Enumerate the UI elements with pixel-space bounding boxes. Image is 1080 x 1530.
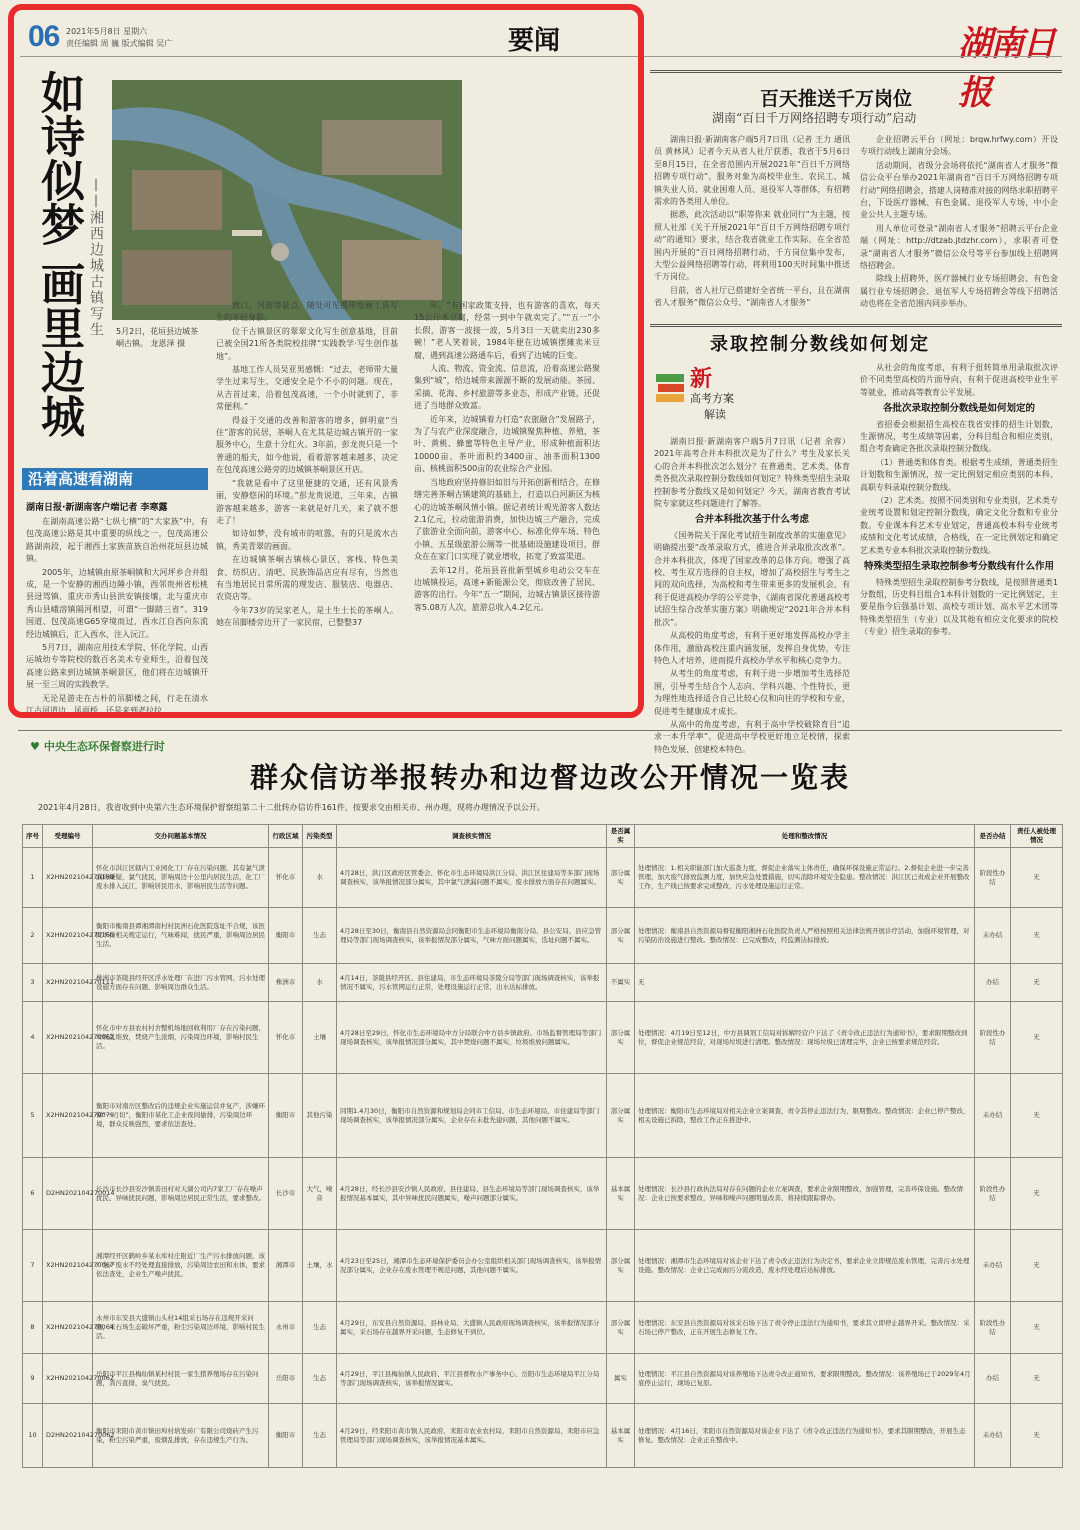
- paragraph: 人流、物流、资金流、信息流，沿着高速公路聚集到“城”，给边城带来源源不断的发展动能。茶园、采摘、花海、乡村旅游等多业态，形成产业链，还促进了当地群众致富。: [414, 364, 600, 411]
- table-cell-no: 1: [23, 848, 43, 908]
- paragraph: 无论是游走在古朴的吊脚楼之间，行走在清水江古河道边、风雨桥，还是来到老拉拉: [26, 693, 208, 716]
- paragraph: 近年来，边城镇着力打造“农旅融合”发展路子，为了与农产业深度融合，边城镇聚焦种植、养殖，茶叶、黄桃、蜂蜜等特色主导产业，形成种植面积达10000亩、茶叶面积约3400亩、油茶面积1300亩、核桃面积500亩的农业综合产业园。: [414, 414, 600, 474]
- table-cell-person: 无: [1011, 1002, 1063, 1074]
- new-exam-badge: [654, 366, 782, 432]
- table-cell-done: 未办结: [975, 1074, 1011, 1158]
- table-row: [23, 964, 1063, 1002]
- table-cell-check: 4月29日，东安县自然资源局、县林业局、大盛镇人民政府现场调查核实，该举报情况部分属实，采石场存在越界开采问题，生态修复不到位。: [337, 1302, 607, 1354]
- paragraph: 当地政府坚持修旧如旧与开拓创新相结合，在修缮完善茶峒古镇建筑的基础上，打造以白河新区为核心的边城茶峒风情小镇。据记者统计观光游客人数达2.1亿元，拉动旅游消费，加快边城三产融合，完成了旅游业全面向前，游客中心、标准化停车场、特色小镇、五星级旅游公厕等一批基础设施建设项目，群众在在家门口实现了就业增收，拓宽了致富渠道。: [414, 477, 600, 562]
- table-cell-issue: 长沙市长沙县安沙镇善田村对天湖公司内7家工厂存在噪声扰民、异味扰民问题，影响周边居民正常生活，要求整改。: [93, 1158, 269, 1230]
- table-cell-handle: 处理情况：1.相关职能部门加大巡查力度，督促企业落实主体责任，确保环保设施正常运行。2.督促企业进一步完善管理，加大废气排放监测力度，加快应急处置措施，切实消除环境安全隐患。整改情况：洪江区已责成企业开展整改工作，生产线已按要求完成整改，污水处理设施运行正常。: [635, 848, 975, 908]
- paragraph: 特殊类型招生录取控制参考分数线，是按照普通类1分数组，历史科目组合1本科计划数的一定比例划定，主要是指今后强基计划、高校专项计划、高水平艺术团等特殊类型招生（专业）以及其他有相应文化要求的院校（专业）招生录取的参考。: [860, 577, 1058, 637]
- page-meta: [66, 26, 172, 50]
- paragraph: 年。“有国家政策支持，也有游客的喜欢，每天15公斤米豆腐，经常一到中午就卖完了。”“五一”小长假，游客一波接一波，5月3日一天就卖出230多碗！”老人笑着说，1984年便在边城镇摆摊卖米豆腐，遇到高速公路通车后，看到了边城的巨变。: [414, 301, 600, 360]
- paragraph: 渡口、河街等景点，随处可见携带绘画工具写生的年轻身影。: [216, 301, 398, 323]
- col-header: 是否属实: [607, 825, 635, 848]
- table-title: 群众信访举报转办和边督边改公开情况一览表: [250, 761, 851, 794]
- table-cell-no: 2: [23, 908, 43, 964]
- paragraph: 从高校的角度考虑，有利于更好地发挥高校办学主体作用，激励高校注重内涵发展，发挥自身优势，专注特色人才培养，进而提升高校办学水平和核心竞争力。: [654, 631, 850, 665]
- table-cell-handle: 处理情况：衡南县自然资源局督促衡阳湘洲石化医院负责人严格按照相关法律法规开展诊疗活动，加强环境管理，对污染防治设施进行整改。整改情况：已完成整改，经监测达标排放。: [635, 908, 975, 964]
- table-cell-done: 阶段性办结: [975, 1302, 1011, 1354]
- table-cell-area: 长沙市: [269, 1158, 303, 1230]
- table-cell-check: 4月23日至25日，湘潭市生态环境保护委员会办公室组织相关部门现场调查核实，该举报情况部分属实，企业存在废水管理不规范问题，其他问题不属实。: [337, 1230, 607, 1302]
- paragraph: 湖南日报·新湖南客户端5月7日讯（记者 王力 通讯员 黄林风）记者今天从省人社厅获悉，我省于5月6日至8月15日，在全省范围内开展2021年“百日千万网络招聘专项行动”，服务对象为高校毕业生、农民工、城镇失业人员、就业困难人员、退役军人等群体，有招聘需求的各类用人单位。: [654, 135, 850, 207]
- table-cell-no: 7: [23, 1230, 43, 1302]
- book-stack-icon: [654, 368, 688, 408]
- paragraph: 从考生的角度考虑，有利于进一步增加考生选择范围，引导考生结合个人志向、学科兴趣、个性特长，更为理性地选择适合自己比较心仪和向往的学校和专业，促进考生健康成才成长。: [654, 669, 850, 716]
- table-cell-handle: 处理情况：湘潭市生态环境局对该企业下达了责令改正违法行为决定书，要求企业立即规范废水管理，完善污水处理设施。整改情况：企业已完成雨污分流改造，废水经处理后达标排放。: [635, 1230, 975, 1302]
- paragraph: 在湖南高速公路“七纵七横”的“大家族”中，有包茂高速公路是其中重要的纵线之一，包茂高速公路湖南段，起于湘西土家族苗族自治州花垣县边城镇。: [26, 517, 208, 564]
- paragraph: 位于古镇景区的翠翠文化写生创意基地，目前已被全国21所各类院校挂牌“实践教学·写生创作基地”。: [216, 326, 398, 361]
- paragraph: 除线上招聘外，医疗器械行业专场招聘会、有色金属行业专场招聘会、退伍军人专场招聘会等线下招聘活动也将在全省范围内同步举办。: [860, 274, 1058, 309]
- table-cell-area: 衡阳市: [269, 908, 303, 964]
- table-cell-issue: 怀化市中方县农村村舍整机场地回收利用厂存在污染问题，垃圾乱堆放，焚烧产生浓烟，污染周边环境，影响村民生活。: [93, 1002, 269, 1074]
- table-cell-check: 4月28日至30日，衡南县自然资源局会同衡阳市生态环境局衡南分局、县公安局、县应急管理局等部门现场调查核实，该举报情况部分属实，气味方面问题属实，选址问题不属实。: [337, 908, 607, 964]
- table-cell-code: D2HN202104270014: [43, 1158, 93, 1230]
- paragraph: （1）普通类和体育类。根据考生成绩，普通类招生计划数和生源情况，按一定比例划定相应类别的本科、高职专科录取控制分数线。: [860, 457, 1058, 492]
- table-cell-area: 株洲市: [269, 964, 303, 1002]
- paragraph: （2）艺术类。按照不同类别和专业类别，艺术类专业统考设置和划定控制分数线，确定文化分数和专业分数。专业课本科艺术专业划定，普通高校本科专业统考成绩和文化考试成绩，合格线，在一定比例划定和确定艺术类专业本科批次录取控制分数线。: [860, 496, 1058, 555]
- table-cell-issue: 岳阳市平江县梅仙镇某村村民一家生猪养殖场存在污染问题，粪污直排，臭气扰民。: [93, 1354, 269, 1404]
- feature-col-2: [216, 300, 398, 708]
- news2-subhead-1: 合并本科批次基于什么考虑: [694, 514, 809, 526]
- col-header: 序号: [23, 825, 43, 848]
- news2-subhead-2: 各批次录取控制分数线是如何划定的: [882, 403, 1035, 415]
- table-cell-handle: 处理情况：衡阳市生态环境局对相关企业立案调查，责令其停止违法行为，限期整改。整改情况：企业已停产整改，相关设施已拆除，整改工作正在推进中。: [635, 1074, 975, 1158]
- paragraph: 《国务院关于深化考试招生制度改革的实施意见》明确提出要“改革录取方式，推进合并录取批次改革”。合并本科批次，体现了国家改革的总体方向。增强了高校、考生双方选择的自主权，增加了高校招生与考生之间的双向选择，为高校和考生带来更多的发展机会，有利于促进高校办学的公平竞争，《湖南省深化普通高校考试招生综合改革实施方案》明确规定“2021年合并本科批次”。: [654, 530, 850, 627]
- petition-table: [22, 824, 1063, 1468]
- paragraph: 今年73岁的吴家老人，是土生土长的茶峒人。她在吊脚楼旁边开了一家民宿，已整整37: [216, 605, 398, 628]
- table-cell-check: 同期1.4月30日，衡阳市自然资源和规划局会同市工信局、市生态环境局、市住建局等部门现场调查核实，该举报情况部分属实，企业存在未批先建问题，其他问题不属实。: [337, 1074, 607, 1158]
- table-row: [23, 1158, 1063, 1230]
- table-cell-true: 部分属实: [607, 848, 635, 908]
- paragraph: 目前，省人社厅已搭建好全省统一平台，且在湖南省人才服务“微信公众号、“湖南省人才服务”: [654, 285, 850, 308]
- feature-col-1: [26, 516, 208, 716]
- news2-title: 录取控制分数线如何划定: [710, 334, 930, 355]
- date-line: 2021年5月8日 星期六: [66, 27, 148, 36]
- table-cell-done: 办结: [975, 1354, 1011, 1404]
- news2-col-right: [860, 362, 1058, 708]
- table-cell-done: 阶段性办结: [975, 1158, 1011, 1230]
- col-header: 行政区域: [269, 825, 303, 848]
- col-header: 责任人被处理情况: [1011, 825, 1063, 848]
- header-rule: [20, 56, 1062, 57]
- table-cell-type: 生态: [303, 1404, 337, 1468]
- col-header: 受理编号: [43, 825, 93, 848]
- table-cell-code: X2HN202104270079: [43, 1074, 93, 1158]
- paragraph: 得益于交通的改善和游客的增多，鲜明童“当住”游客的民居，茶峒人在尤其是边城古镇开的一家服务中心，生意十分红火。3年前，彭龙贵只是一个普通的船夫，如今他说，看着游客越来越多，决定在包茂高速公路旁的边城镇茶峒景区开店。: [216, 415, 398, 475]
- table-cell-no: 8: [23, 1302, 43, 1354]
- table-cell-handle: 无: [635, 964, 975, 1002]
- paragraph: “我就是看中了这里便捷的交通，还有风景秀丽，安静悠闲的环境。”彭龙贵说道，三年来，古镇游客越来越多，游客一来就是好几天，来了就不想走了！: [216, 478, 398, 525]
- table-cell-check: 4月28日至29日，怀化市生态环境局中方分局联合中方县乡镇政府、市场监督管理局等部门现场调查核实，该举报情况部分属实，其中焚烧问题不属实，垃圾堆放问题属实。: [337, 1002, 607, 1074]
- table-cell-code: X2HN202104270169: [43, 848, 93, 908]
- news2-subhead-3: 特殊类型招生录取控制参考分数线有什么作用: [863, 561, 1054, 573]
- table-cell-code: X2HN202104270067: [43, 1230, 93, 1302]
- paragraph: 基地工作人员吴亚男感慨：“过去，老师带大量学生过来写生，交通安全是个不小的问题。现在，从吉首过来，沿着包茂高速，一个小时就到了，非常便利。”: [216, 365, 398, 412]
- badge-new: 新: [690, 366, 713, 392]
- feature-subtitle: ——湘西边城古镇写生: [88, 178, 104, 338]
- table-cell-true: 部分属实: [607, 1002, 635, 1074]
- table-cell-true: 部分属实: [607, 1302, 635, 1354]
- column-tag: 沿着高速看湖南: [22, 468, 208, 490]
- table-cell-area: 湘潭市: [269, 1230, 303, 1302]
- table-cell-true: 不属实: [607, 964, 635, 1002]
- table-cell-type: 土壤，水: [303, 1230, 337, 1302]
- table-cell-true: 基本属实: [607, 1158, 635, 1230]
- table-row: [23, 908, 1063, 964]
- table-cell-handle: 处理情况：平江县自然资源局对该养殖场下达责令改正通知书，要求限期整改。整改情况：该养殖场已于2029年4月底停止运行，现场已复原。: [635, 1354, 975, 1404]
- table-cell-person: 无: [1011, 1074, 1063, 1158]
- paragraph: 从社会的角度考虑，有利于扭转简单用录取批次评价不同类型高校的片面导向，有利于促进高校毕业生平等就业，推动高等教育公平发展。: [860, 363, 1058, 397]
- table-cell-type: 水: [303, 848, 337, 908]
- table-cell-person: 无: [1011, 1354, 1063, 1404]
- col-header: 是否办结: [975, 825, 1011, 848]
- table-cell-true: 部分属实: [607, 1230, 635, 1302]
- table-cell-person: 无: [1011, 1404, 1063, 1468]
- paragraph: 从高中的角度考虑，有利于高中学校破除育目“追求一本升学率”，促进高中学校更好地立足校情，探索特色发展、创建校本特色。: [654, 719, 850, 754]
- table-intro: 2021年4月28日，我省收到中央第六生态环境保护督察组第二十二批转办信访件161件，按要求交由相关市、州办理，现将办理情况予以公开。: [38, 803, 545, 812]
- table-cell-true: 部分属实: [607, 908, 635, 964]
- table-cell-true: 部分属实: [607, 1074, 635, 1158]
- green-column-tag: ♥ 中央生态环保督察进行时: [30, 738, 165, 754]
- section-name: 要闻: [508, 26, 561, 56]
- paragraph: 去年12月，花垣县首批新型城乡电动公交车在边城镇投运，高速+新能源公交，彻底改善了居民、游客的出行。今年“五一”期间，边城古镇景区接待游客5.08万人次，旅游总收入4.2亿元。: [414, 565, 600, 612]
- table-cell-person: 无: [1011, 1158, 1063, 1230]
- paragraph: 5月7日，湖南应用技术学院、怀化学院、山西运城幼专等院校的数百名美术专业师生，沿着包茂高速公路来到边城镇茶峒景区，他们将在边城镇开展一至三周的实践教学。: [26, 643, 208, 690]
- table-cell-done: 阶段性办结: [975, 1002, 1011, 1074]
- table-cell-area: 怀化市: [269, 848, 303, 908]
- paragraph: 活动期间，省级分会场将依托“湖南省人才服务”微信公众平台举办2021年湖南省“百日千万网络招聘专项行动”网络招聘会，搭建人岗精准对接的网络求职招聘平台，下设医疗器械、有色金属、退役军人专场，中小企业公共人主题专场。: [860, 160, 1058, 220]
- table-row: [23, 1002, 1063, 1074]
- table-cell-check: 4月28日，经长沙县安沙镇人民政府、县住建局、县生态环境局等部门现场调查核实，该举报情况基本属实，其中异味扰民问题属实，噪声问题部分属实。: [337, 1158, 607, 1230]
- table-cell-issue: 衡阳市耒阳市黄市镇田埠村培发砖厂有限公司烧砖产生污染，粉尘污染严重，废烟乱排放，存在违规生产行为。: [93, 1404, 269, 1468]
- table-cell-area: 衡阳市: [269, 1404, 303, 1468]
- table-cell-true: 基本属实: [607, 1404, 635, 1468]
- table-cell-issue: 衡阳市对南岳区整改后的违规企业实施运营并复产，涉嫌环保“一刀切”，衡阳市某化工企业夜间偷排，污染周边环境，群众反映强烈，要求依法查处。: [93, 1074, 269, 1158]
- news1-col-left: [654, 134, 850, 320]
- table-cell-done: 未办结: [975, 1230, 1011, 1302]
- badge-line-2: 解读: [704, 408, 726, 421]
- table-cell-check: 4月29日，经耒阳市黄市镇人民政府、耒阳市农业农村局、耒阳市自然资源局、耒阳市应急管理局等部门现场调查核实，该举报情况基本属实。: [337, 1404, 607, 1468]
- table-cell-no: 3: [23, 964, 43, 1002]
- feature-byline: 湖南日报·新湖南客户端记者 李寒露: [26, 503, 168, 513]
- col-header: 处理和整改情况: [635, 825, 975, 848]
- table-cell-issue: 永州市东安县大盛镇山头村14组采石场存在违规开采问题，采石场生态破坏严重，粉尘污染周边环境，影响村民生活。: [93, 1302, 269, 1354]
- paragraph: 企业招聘云平台（网址：brqw.hrfwy.com）开设专项行动线上湖南分会场。: [860, 135, 1058, 157]
- feature-title: 如诗似梦 画里边城: [33, 70, 84, 438]
- news2-top-rule: [650, 324, 1062, 327]
- table-cell-no: 9: [23, 1354, 43, 1404]
- table-cell-type: 大气，噪音: [303, 1158, 337, 1230]
- table-row: [23, 1074, 1063, 1158]
- table-cell-area: 衡阳市: [269, 1074, 303, 1158]
- masthead-logo: 湖南日报: [958, 24, 1054, 113]
- table-cell-type: 水: [303, 964, 337, 1002]
- paragraph: 湖南日报·新湖南客户端5月7日讯（记者 余蓉）2021年高考合并本科批次是为了什么？考生及家长关心的合并本科批次怎么划分？在普通类、艺术类、体育类各批次录取控制分数线如何划定？特殊类型招生录取控制参考分数线又是如何划定？今天，湖南省教育考试院专家就这些问题进行了解答。: [654, 437, 850, 509]
- page-number: 06: [28, 20, 60, 53]
- table-cell-person: 无: [1011, 1230, 1063, 1302]
- paragraph: 在边城镇茶峒古镇核心景区，客栈、特色美食、纺织店、清吧、民族饰品店应有尽有，当然也有当地居民日常所需的理发店、服装店、电器店、农资店等。: [216, 555, 398, 602]
- paragraph: 用人单位可登录“湖南省人才服务”招聘云平台企业端（网址：http://dtzab.jtdzhr.com），求职者可登录“湖南省人才服务”微信公众号等平台参加线上招聘网络招聘会。: [860, 223, 1058, 271]
- table-cell-type: 土壤: [303, 1002, 337, 1074]
- col-header: 调查核实情况: [337, 825, 607, 848]
- news1-col-right: [860, 134, 1058, 320]
- table-cell-person: 无: [1011, 1302, 1063, 1354]
- table-cell-area: 永州市: [269, 1302, 303, 1354]
- table-row: [23, 1230, 1063, 1302]
- table-cell-handle: 处理情况：长沙县行政执法局对存在问题的企业立案调查，要求企业限期整改，加强管理，完善环保设施。整改情况：企业已按要求整改，异味和噪声问题明显改善，将持续跟踪督办。: [635, 1158, 975, 1230]
- table-cell-done: 未办结: [975, 908, 1011, 964]
- table-cell-code: X2HN202104270111: [43, 964, 93, 1002]
- table-row: [23, 1302, 1063, 1354]
- table-cell-no: 4: [23, 1002, 43, 1074]
- table-cell-no: 10: [23, 1404, 43, 1468]
- aerial-photo-drawing: [112, 80, 462, 320]
- table-cell-no: 6: [23, 1158, 43, 1230]
- table-cell-done: 办结: [975, 964, 1011, 1002]
- lower-section-rule: [18, 730, 1062, 731]
- table-cell-check: 4月29日，平江县梅仙镇人民政府、平江县畜牧水产事务中心、岳阳市生态环境局平江分局等部门现场调查核实，该举报情况属实。: [337, 1354, 607, 1404]
- table-cell-code: X2HN202104270160: [43, 908, 93, 964]
- news1-subtitle: 湖南“百日千万网络招聘专项行动”启动: [712, 111, 917, 125]
- photo-caption: 5月2日，花垣县边城茶峒古镇。 龙恩泽 摄: [116, 327, 199, 348]
- table-cell-check: 4月28日，洪江区政府区管委会、怀化市生态环境局洪江分局、洪江区住建局等多部门现场调查核实，该举报情况部分属实，其中氯气泄漏问题不属实，废水排放方面存在问题属实。: [337, 848, 607, 908]
- table-cell-handle: 处理情况：4月16日，耒阳市自然资源局对该企业下达了《责令改正违法行为通知书》，要求其限期整改，开展生态修复。整改情况：企业正在整改中。: [635, 1404, 975, 1468]
- table-cell-type: 生态: [303, 1354, 337, 1404]
- table-cell-type: 生态: [303, 1302, 337, 1354]
- table-row: [23, 1354, 1063, 1404]
- table-cell-area: 岳阳市: [269, 1354, 303, 1404]
- table-cell-person: 无: [1011, 964, 1063, 1002]
- table-cell-type: 生态: [303, 908, 337, 964]
- table-cell-handle: 处理情况：东安县自然资源局对该采石场下达了责令停止违法行为通知书，要求其立即停止越界开采。整改情况：采石场已停产整改，正在开展生态修复工作。: [635, 1302, 975, 1354]
- table-cell-code: X2HN202104270062: [43, 1002, 93, 1074]
- col-header: 污染类型: [303, 825, 337, 848]
- table-cell-code: D2HN202104270062: [43, 1404, 93, 1468]
- paragraph: 据悉，此次活动以“职等你来 就业同行”为主题，按照人社部《关于开展2021年“百日千万网络招聘专项行动”的通知》要求，结合我省就业工作实际，在全省范围内开展的“百日网络招聘行动，千方岗位集中发布，大型公益网络招聘等行动，将利用100天时间集中推送千万岗位。: [654, 210, 850, 282]
- table-cell-area: 怀化市: [269, 1002, 303, 1074]
- aerial-photo: [112, 80, 462, 320]
- paragraph: 如诗如梦，没有城市的喧嚣，有的只是流水古镇，秀美青翠的画面。: [216, 529, 398, 551]
- table-cell-person: 无: [1011, 848, 1063, 908]
- table-row: [23, 1404, 1063, 1468]
- table-cell-issue: 怀化市洪江区辖内工业园化工厂存在污染问题，其有氯气泄漏的嫌疑，氯气扰民，影响周边十公里内居民生活，化工厂废水排入沅江，影响居民用水，影响居民生活等问题。: [93, 848, 269, 908]
- table-cell-issue: 湘潭经开区鹤岭乡某水库村庄附近厂生产污水排放问题，该厂生产废水不经处理直接排放，污染周边农田和水体，要求依法查处，企业生产噪声扰民。: [93, 1230, 269, 1302]
- news2-col-left: [654, 436, 850, 754]
- table-cell-issue: 衡阳市衡南县谭湘潭南村村民洲石化医院选址不合规，该医院不按相关规定运行，气味难闻，扰民严重，影响周边居民生活。: [93, 908, 269, 964]
- news1-title: 百天推送千万岗位: [760, 88, 913, 110]
- table-cell-code: X2HN202104270062: [43, 1354, 93, 1404]
- table-header-row: [23, 825, 1063, 848]
- table-cell-no: 5: [23, 1074, 43, 1158]
- table-cell-done: 未办结: [975, 1404, 1011, 1468]
- col-header: 交办问题基本情况: [93, 825, 269, 848]
- table-cell-person: 无: [1011, 908, 1063, 964]
- editors-line: 责任编辑 周 巍 版式编辑 吴广: [66, 39, 173, 48]
- table-body: [23, 848, 1063, 1468]
- table-cell-true: 属实: [607, 1354, 635, 1404]
- feature-col-3: [414, 300, 600, 708]
- table-cell-issue: 株洲市茶陵县经开区浮水处理厂在进厂污水管网、污水处理设施方面存在问题，影响周边群众生活。: [93, 964, 269, 1002]
- table-cell-type: 其他污染: [303, 1074, 337, 1158]
- table-row: [23, 848, 1063, 908]
- badge-line-1: 高考方案: [690, 392, 734, 405]
- paragraph: 省招委会根据招生高校在我省安排的招生计划数，生源情况，考生成绩等因素，分科目组合和相应类别，组合考查确定各批次录取控制分数线。: [860, 419, 1058, 454]
- paragraph: 2005年，边城镇由原茶峒镇和大河坪乡合并组成，是一个安静的湘西边陲小镇，西邻贵州省松桃县迓驾镇、重庆市秀山县洪安镇接壤，北与重庆市秀山县峨溶镇隔河相望，可谓“一脚踏三省”。319国道、包茂高速G65穿境而过，酉水江自西向东流经边城镇后，汇入西水，注入沅江。: [26, 567, 208, 639]
- news1-top-rule: [650, 70, 1062, 73]
- table-cell-done: 阶段性办结: [975, 848, 1011, 908]
- table-cell-handle: 处理情况：4月19日至12日，中方县调剂工信局对拆解经营户下达了《责令改正违法行为通知书》，要求限期整改到位，督促企业规范经营，对现场垃圾进行清理。整改情况：现场垃圾已清理完毕，企业已按要求规范经营。: [635, 1002, 975, 1074]
- table-cell-code: X2HN202104270064: [43, 1302, 93, 1354]
- table-cell-check: 4月14日，茶陵县经开区、县住建局、市生态环境局茶陵分局等部门现场调查核实，该举报情况不属实，污水管网运行正常，处理设施运行正常，出水达标排放。: [337, 964, 607, 1002]
